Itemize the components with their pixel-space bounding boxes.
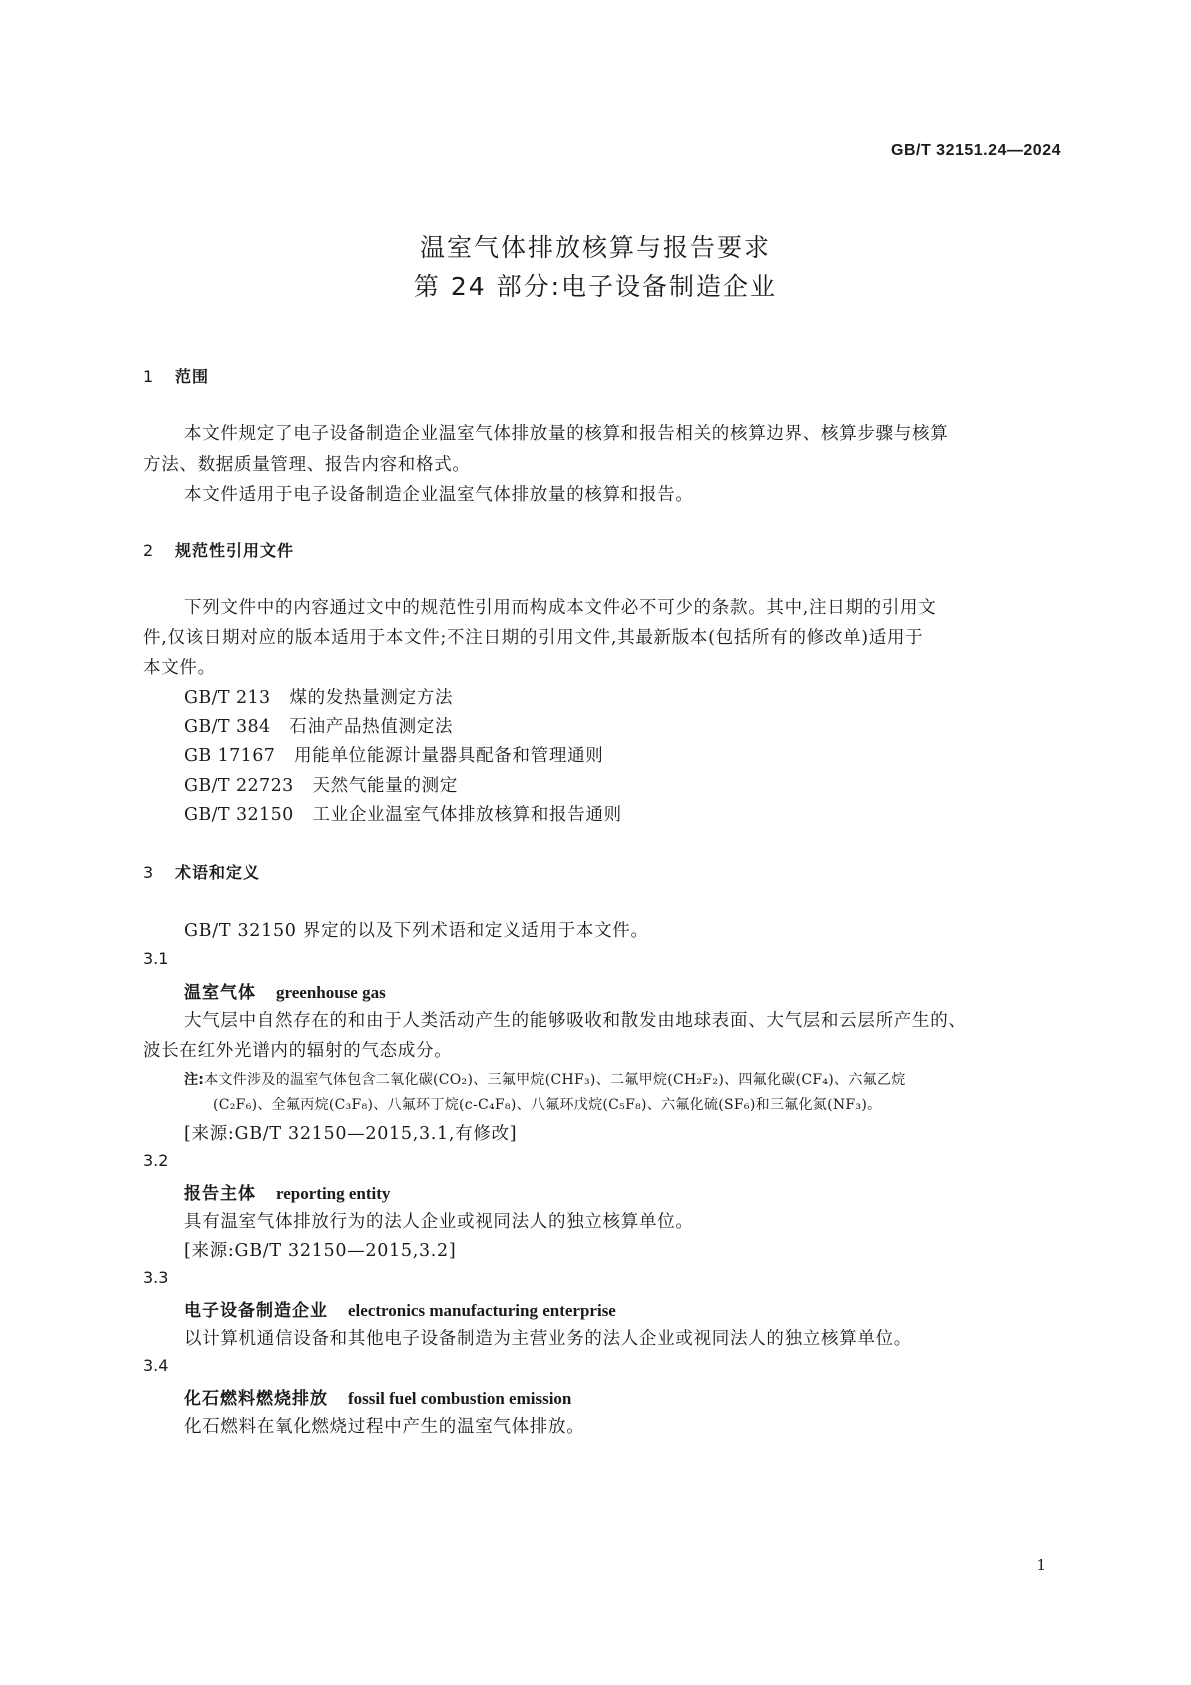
page-number: 1 bbox=[1036, 1556, 1046, 1574]
section-number: 3 bbox=[143, 863, 155, 882]
term-heading bbox=[184, 1296, 616, 1321]
standard-number: GB/T 32151.24—2024 bbox=[891, 142, 1061, 159]
reference-item bbox=[184, 772, 458, 797]
reference-title: 工业企业温室气体排放核算和报告通则 bbox=[312, 805, 622, 825]
term-definition-line: 大气层中自然存在的和由于人类活动产生的能够吸收和散发由地球表面、大气层和云层所产生的、 bbox=[184, 1011, 967, 1031]
section-2-heading bbox=[143, 538, 294, 561]
term-definition: 具有温室气体排放行为的法人企业或视同法人的独立核算单位。 bbox=[184, 1212, 694, 1232]
scope-applicability: 本文件适用于电子设备制造企业温室气体排放量的核算和报告。 bbox=[184, 485, 694, 505]
term-chinese: 温室气体 bbox=[184, 983, 256, 1003]
reference-code: GB/T 32150 bbox=[184, 805, 294, 825]
references-paragraph-line: 本文件。 bbox=[143, 658, 216, 678]
term-english: reporting entity bbox=[276, 1184, 391, 1203]
section-number: 1 bbox=[143, 367, 155, 386]
reference-item bbox=[184, 713, 453, 738]
section-title: 范围 bbox=[175, 367, 210, 386]
term-number: 3.1 bbox=[143, 949, 169, 968]
note-text: 本文件涉及的温室气体包含二氧化碳(CO₂)、三氟甲烷(CHF₃)、二氟甲烷(CH₂F₂)、四氟化碳(CF₄)、六氟乙烷 bbox=[204, 1072, 906, 1088]
term-english: electronics manufacturing enterprise bbox=[348, 1301, 616, 1320]
document-title-line2: 第 24 部分:电子设备制造企业 bbox=[413, 272, 778, 301]
term-chinese: 电子设备制造企业 bbox=[184, 1301, 328, 1321]
section-number: 2 bbox=[143, 541, 155, 560]
term-number: 3.4 bbox=[143, 1356, 169, 1375]
term-source: [来源:GB/T 32150—2015,3.1,有修改] bbox=[184, 1124, 518, 1144]
section-1-heading bbox=[143, 364, 209, 387]
term-english: fossil fuel combustion emission bbox=[348, 1389, 572, 1408]
term-definition: 化石燃料在氧化燃烧过程中产生的温室气体排放。 bbox=[184, 1417, 585, 1437]
term-chinese: 报告主体 bbox=[184, 1184, 256, 1204]
term-heading bbox=[184, 978, 386, 1003]
section-3-heading bbox=[143, 860, 260, 883]
reference-item bbox=[184, 684, 453, 709]
terms-intro: GB/T 32150 界定的以及下列术语和定义适用于本文件。 bbox=[184, 921, 649, 941]
note-label: 注: bbox=[184, 1072, 205, 1088]
reference-title: 用能单位能源计量器具配备和管理通则 bbox=[294, 746, 604, 766]
references-paragraph-line: 下列文件中的内容通过文中的规范性引用而构成本文件必不可少的条款。其中,注日期的引用文 bbox=[184, 598, 937, 618]
reference-title: 天然气能量的测定 bbox=[312, 776, 459, 796]
document-title-line1: 温室气体排放核算与报告要求 bbox=[419, 233, 771, 262]
scope-paragraph-line: 方法、数据质量管理、报告内容和格式。 bbox=[143, 455, 471, 475]
term-definition: 以计算机通信设备和其他电子设备制造为主营业务的法人企业或视同法人的独立核算单位。 bbox=[184, 1329, 912, 1349]
term-note bbox=[184, 1069, 906, 1089]
term-english: greenhouse gas bbox=[276, 983, 386, 1002]
term-source: [来源:GB/T 32150—2015,3.2] bbox=[184, 1241, 457, 1261]
scope-paragraph-line: 本文件规定了电子设备制造企业温室气体排放量的核算和报告相关的核算边界、核算步骤与核算 bbox=[184, 424, 949, 444]
term-note-continuation: (C₂F₆)、全氟丙烷(C₃F₈)、八氟环丁烷(c-C₄F₈)、八氟环戊烷(C₅F₈)、六氟化硫(SF₆)和三氟化氮(NF₃)。 bbox=[213, 1097, 882, 1113]
term-chinese: 化石燃料燃烧排放 bbox=[184, 1389, 328, 1409]
term-heading bbox=[184, 1179, 390, 1204]
reference-code: GB/T 213 bbox=[184, 688, 271, 708]
reference-item bbox=[184, 801, 622, 826]
term-definition-line: 波长在红外光谱内的辐射的气态成分。 bbox=[143, 1041, 453, 1061]
reference-item bbox=[184, 742, 603, 767]
reference-title: 石油产品热值测定法 bbox=[289, 717, 454, 737]
reference-code: GB/T 384 bbox=[184, 717, 271, 737]
term-number: 3.3 bbox=[143, 1268, 169, 1287]
section-title: 规范性引用文件 bbox=[175, 541, 295, 560]
reference-code: GB/T 22723 bbox=[184, 776, 294, 796]
term-number: 3.2 bbox=[143, 1151, 169, 1170]
term-heading bbox=[184, 1384, 571, 1409]
reference-title: 煤的发热量测定方法 bbox=[289, 688, 454, 708]
section-title: 术语和定义 bbox=[175, 863, 261, 882]
reference-code: GB 17167 bbox=[184, 746, 276, 766]
references-paragraph-line: 件,仅该日期对应的版本适用于本文件;不注日期的引用文件,其最新版本(包括所有的修改单)适用于 bbox=[143, 628, 924, 648]
